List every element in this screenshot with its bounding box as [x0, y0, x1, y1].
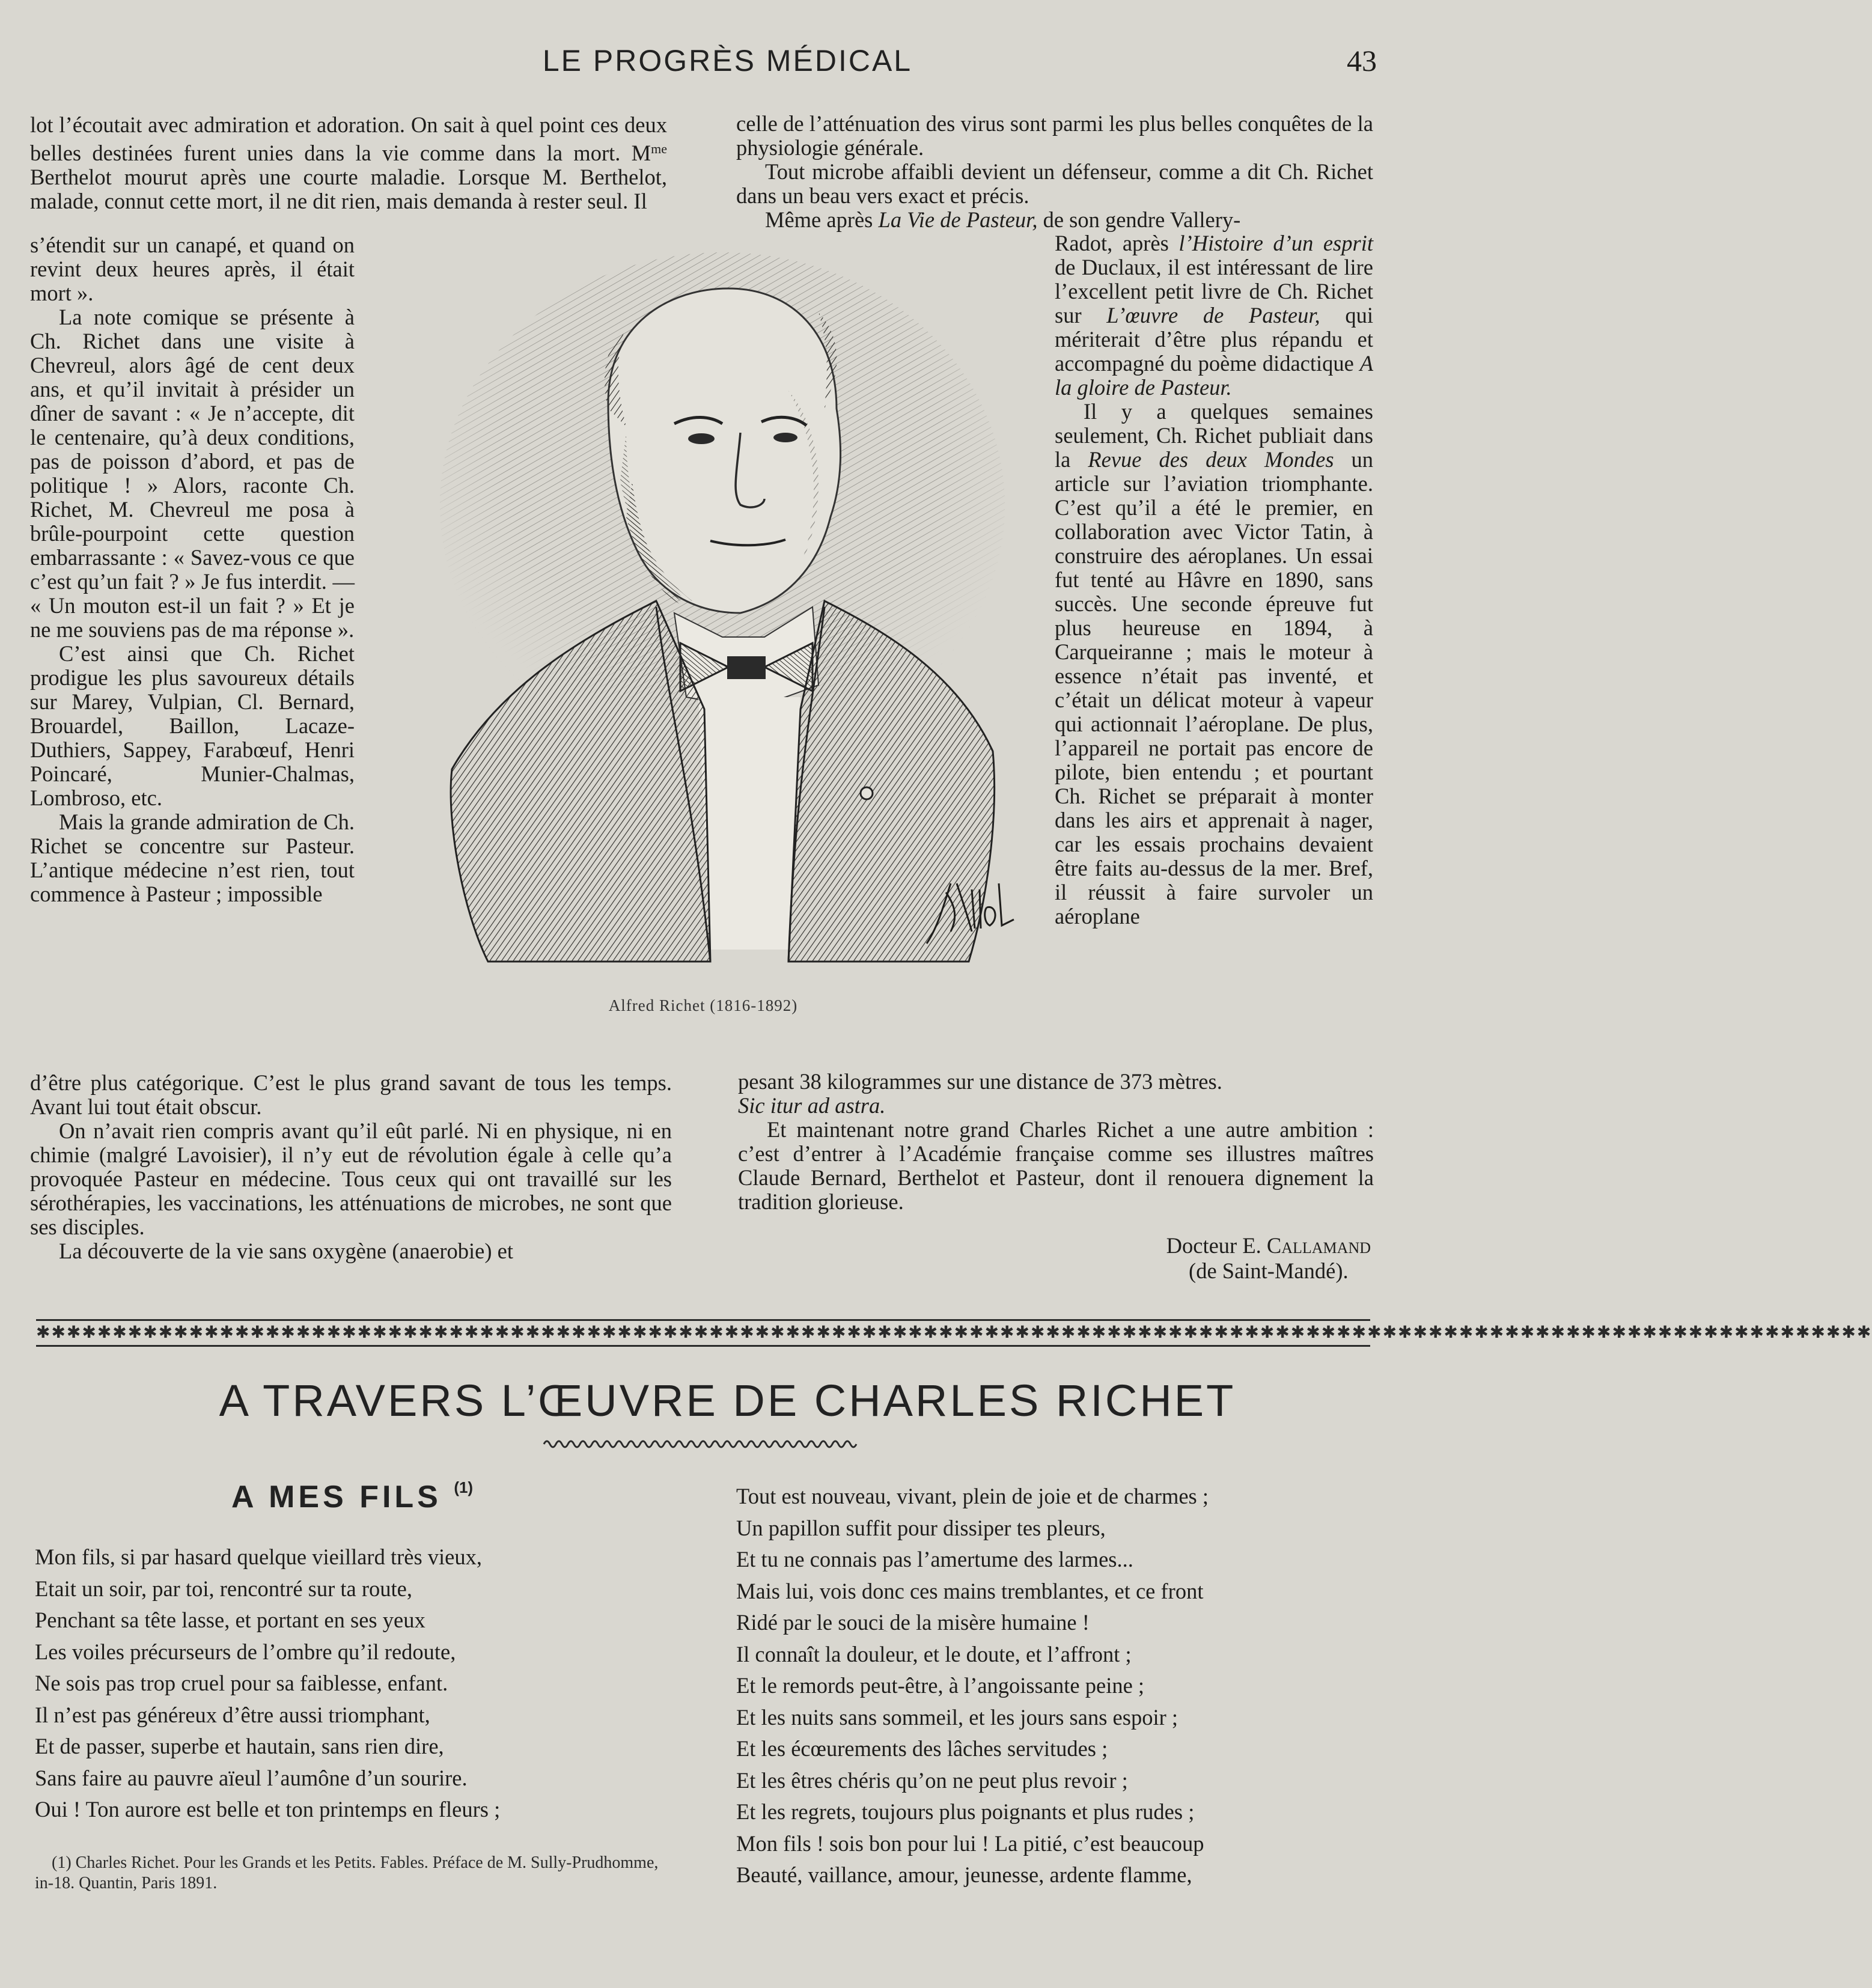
poem-line: Etait un soir, par toi, rencontré sur ta route,: [35, 1576, 412, 1601]
left-column-top: [30, 113, 667, 213]
poem-line: Beauté, vaillance, amour, jeunesse, ardente flamme,: [736, 1862, 1192, 1887]
paragraph: celle de l’atténuation des virus sont parmi les plus belles conquêtes de la physiologie générale.: [736, 111, 1373, 160]
portrait-caption: Alfred Richet (1816-1892): [608, 996, 798, 1014]
poem-line: Penchant sa tête lasse, et portant en ses yeux: [35, 1608, 425, 1632]
paragraph: La note comique se présente à Ch. Richet dans une visite à Chevreul, alors âgé de cent deux ans, et qu’il invitait à présider un dîner de savant : « Je n’accepte, dit le centenaire, qu’à deux conditions, pas de poisson d’abord, et pas de politique ! » Alors, raconte Ch. Richet, M. Chevreul me posa à brûle-pourpoint cette question embarrassante : « Savez-vous ce que c’est qu’un fait ? » Je fus interdit. — « Un mouton est-il un fait ? » Et je ne me souviens pas de ma réponse ».: [30, 305, 355, 642]
left-column-narrow: [30, 233, 355, 906]
poem-line: Ne sois pas trop cruel pour sa faiblesse, enfant.: [35, 1671, 448, 1695]
paragraph: Mais la grande admiration de Ch. Richet se concentre sur Pasteur. L’antique médecine n’est rien, tout commence à Pasteur ; impossible: [30, 810, 355, 906]
poem-right-column: [736, 1481, 1379, 1891]
poem-line: Ridé par le souci de la misère humaine !: [736, 1610, 1090, 1635]
separator-rule: [36, 1345, 1370, 1347]
paragraph: lot l’écoutait avec admiration et adoration. On sait à quel point ces deux belles destinées furent unies dans la vie comme dans la mort. $M^{me}$ Berthelot mourut après une courte maladie. Lorsque M. Berthelot, malade, connut cette mort, il ne dit rien, mais demanda à rester seul. Il: [30, 112, 667, 213]
poem-line: Mais lui, vois donc ces mains tremblantes, et ce front: [736, 1578, 1204, 1603]
paragraph: Tout microbe affaibli devient un défenseur, comme a dit Ch. Richet dans un beau vers exact et précis.: [736, 159, 1373, 208]
paragraph: Même après La Vie de Pasteur, de son gendre Vallery-: [765, 207, 1241, 232]
poem-line: Un papillon suffit pour dissiper tes pleurs,: [736, 1515, 1106, 1540]
poem-line: Et les nuits sans sommeil, et les jours sans espoir ;: [736, 1704, 1178, 1730]
author-signature: Docteur E. Callamand (de Saint-Mandé).: [1166, 1233, 1371, 1283]
paragraph: La découverte de la vie sans oxygène (anaerobie) et: [59, 1239, 513, 1263]
latin-motto: Sic itur ad astra.: [738, 1093, 886, 1118]
wavy-ornament: [541, 1435, 853, 1453]
star-ornament-band: ✱✱✱✱✱✱✱✱✱✱✱✱✱✱✱✱✱✱✱✱✱✱✱✱✱✱✱✱✱✱✱✱✱✱✱✱✱✱✱✱✱✱✱✱✱✱✱✱✱✱✱✱✱✱✱✱✱✱✱✱✱✱✱✱✱✱✱✱✱✱✱✱✱✱✱✱✱✱✱✱✱✱✱✱✱✱✱✱✱✱✱✱✱✱✱✱✱✱✱✱✱✱✱✱✱✱✱✱✱✱✱✱✱✱✱✱✱✱✱✱: [36, 1322, 1872, 1342]
poem-line: Mon fils, si par hasard quelque vieillard très vieux,: [35, 1544, 483, 1569]
paragraph: Et maintenant notre grand Charles Richet a une autre ambition : c’est d’entrer à l’Académie française comme ses illustres maîtres Claude Bernard, Berthelot et Pasteur, dont il renouera dignement la tradition glorieuse.: [738, 1117, 1374, 1214]
poem-line: Et le remords peut-être, à l’angoissante peine ;: [736, 1673, 1145, 1698]
poem-line: Mon fils ! sois bon pour lui ! La pitié, c’est beaucoup: [736, 1831, 1204, 1856]
left-column-bottom: [30, 1071, 672, 1263]
separator-rule: [36, 1319, 1370, 1321]
paragraph: s’étendit sur un canapé, et quand on revint deux heures après, il était mort ».: [30, 233, 355, 305]
running-head: LE PROGRÈS MÉDICAL: [542, 44, 913, 78]
portrait-engraving: [428, 252, 1017, 992]
right-column-narrow: [1055, 231, 1373, 928]
poem-line: Tout est nouveau, vivant, plein de joie et de charmes ;: [736, 1484, 1209, 1508]
footnote-marker: (1): [454, 1478, 474, 1496]
poem-line: Et les êtres chéris qu’on ne peut plus revoir ;: [736, 1767, 1128, 1793]
poem-line: Oui ! Ton aurore est belle et ton printemps en fleurs ;: [35, 1797, 501, 1822]
paragraph: Il y a quelques semaines seulement, Ch. Richet publiait dans la Revue des deux Mondes un article sur l’aviation triomphante. C’est qu’il a été le premier, en collaboration avec Victor Tatin, à construire des aéroplanes. Un essai fut tenté au Hâvre en 1890, sans succès. Une seconde épreuve fut plus heureuse en 1894, à Carqueiranne ; mais le moteur à essence n’était pas inventé, et c’était un délicat moteur à vapeur qui actionnait l’aéroplane. De plus, l’appareil ne portait pas encore de pilote, bien entendu ; et pourtant Ch. Richet se préparait à monter dans les airs et apprenait à nager, car les essais prochains devaient être faits au-dessus de la mer. Bref, il réussit à faire survoler un aéroplane: [1055, 399, 1374, 928]
poem-title: A MES FILS $^{(1)}$: [231, 1478, 474, 1514]
poem-line: Et les regrets, toujours plus poignants et plus rudes ;: [736, 1799, 1195, 1824]
poem-line: Il n’est pas généreux d’être aussi triomphant,: [35, 1702, 430, 1727]
poem-line: Et les écœurements des lâches servitudes ;: [736, 1736, 1108, 1761]
paragraph: On n’avait rien compris avant qu’il eût parlé. Ni en physique, ni en chimie (malgré Lavoisier), il n’y eut de révolution égale à celle qu’a provoquée Pasteur en médecine. Tous ceux qui ont travaillé sur les sérothérapies, les vaccinations, les atténuations de microbes, ne sont que ses disciples.: [30, 1118, 672, 1239]
poem-line: Les voiles précurseurs de l’ombre qu’il redoute,: [35, 1639, 456, 1664]
paragraph: pesant 38 kilogrammes sur une distance de 373 mètres.: [738, 1069, 1222, 1094]
paragraph: Radot, après l’Histoire d’un esprit de Duclaux, il est intéressant de lire l’excellent petit livre de Ch. Richet sur L’œuvre de Pasteur, qui mériterait d’être plus répandu et accompagné du poème didactique A la gloire de Pasteur.: [1055, 231, 1373, 400]
poem-line: Et tu ne connais pas l’amertume des larmes...: [736, 1547, 1133, 1572]
footnote: (1) Charles Richet. Pour les Grands et les Petits. Fables. Préface de M. Sully-Prudhomme, in-18. Quantin, Paris 1891.: [35, 1853, 659, 1892]
page-number: 43: [1347, 44, 1377, 78]
paragraph: C’est ainsi que Ch. Richet prodigue les plus savoureux détails sur Marey, Vulpian, Cl. Bernard, Brouardel, Baillon, Lacaze-Duthiers, Sappey, Farabœuf, Henri Poincaré, Munier-Chalmas, Lombroso, etc.: [30, 641, 355, 810]
right-column-bottom: [738, 1070, 1374, 1214]
poem-line: Sans faire au pauvre aïeul l’aumône d’un sourire.: [35, 1765, 468, 1790]
right-column-top: [736, 112, 1373, 232]
section-title: A TRAVERS L’ŒUVRE DE CHARLES RICHET: [219, 1376, 1236, 1425]
paragraph: d’être plus catégorique. C’est le plus grand savant de tous les temps. Avant lui tout était obscur.: [30, 1070, 672, 1119]
poem-line: Et de passer, superbe et hautain, sans rien dire,: [35, 1734, 444, 1758]
poem-line: Il connaît la douleur, et le doute, et l’affront ;: [736, 1641, 1132, 1666]
poem-left-column: [35, 1541, 684, 1826]
